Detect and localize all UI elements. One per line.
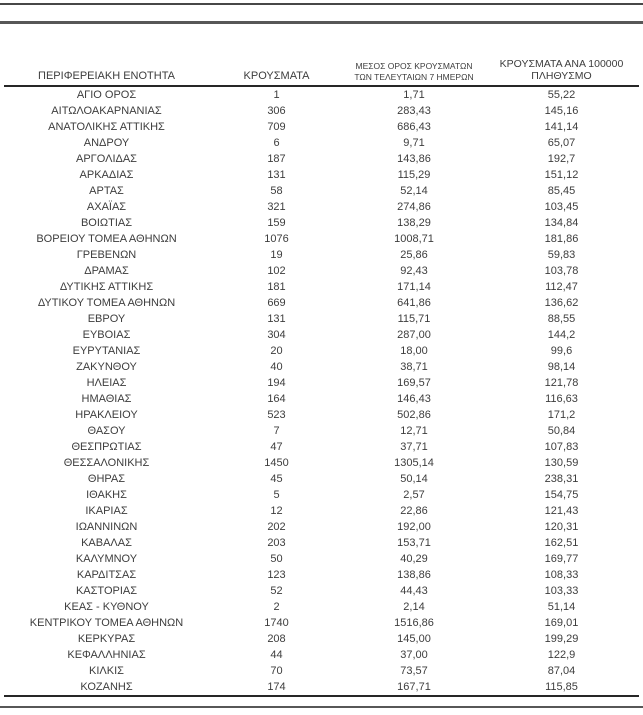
table-cell: 116,63 <box>545 393 578 405</box>
table-cell: 169,57 <box>397 377 431 389</box>
table-row <box>4 679 639 696</box>
table-cell: 238,31 <box>544 473 579 485</box>
table-cell: 51,14 <box>547 601 576 613</box>
table-cell: 115,71 <box>397 313 431 325</box>
table-cell: ΑΡΚΑΔΙΑΣ <box>79 169 134 181</box>
cases-by-regional-unit-table <box>4 44 639 697</box>
table-row <box>4 455 639 471</box>
table-cell: 138,86 <box>397 569 431 581</box>
table-cell: 37,00 <box>400 649 428 661</box>
table-cell: 136,62 <box>544 297 579 309</box>
table-cell: 283,43 <box>397 105 431 117</box>
table-cell: 47 <box>270 441 283 453</box>
col-header-per-100k-line1: ΚΡΟΥΣΜΑΤΑ ΑΝΑ 100000 <box>499 58 624 70</box>
table-cell: 55,22 <box>547 89 576 101</box>
table-cell: ΓΡΕΒΕΝΩΝ <box>76 249 137 261</box>
table-cell: 174 <box>209 679 344 696</box>
table-cell: 121,78 <box>544 377 579 389</box>
table-cell: ΚΕΝΤΡΙΚΟΥ ΤΟΜΕΑ ΑΘΗΝΩΝ <box>29 617 184 629</box>
table-cell: 274,86 <box>397 201 431 213</box>
table-cell: ΚΕΦΑΛΛΗΝΙΑΣ <box>67 649 146 661</box>
table-row <box>4 119 639 135</box>
table-cell: 99,6 <box>550 345 573 357</box>
table-row <box>4 151 639 167</box>
table-cell: 131 <box>267 169 286 181</box>
col-header-avg-7day-line1: ΜΕΣΟΣ ΟΡΟΣ ΚΡΟΥΣΜΑΤΩΝ <box>355 61 473 71</box>
table-cell: ΑΡΤΑΣ <box>89 185 124 197</box>
table-row <box>4 247 639 263</box>
table-cell: 1 <box>273 89 280 101</box>
table-cell: ΗΛΕΙΑΣ <box>86 377 127 389</box>
table-row <box>4 567 639 583</box>
table-cell: ΘΕΣΠΡΩΤΙΑΣ <box>71 441 142 453</box>
col-header-avg-7day-line2: ΤΩΝ ΤΕΛΕΥΤΑΙΩΝ 7 ΗΜΕΡΩΝ <box>354 71 474 82</box>
table-cell: ΚΟΖΑΝΗΣ <box>4 679 209 696</box>
table-cell: ΑΓΙΟ ΟΡΟΣ <box>76 89 137 101</box>
table-cell: ΔΡΑΜΑΣ <box>84 265 129 277</box>
table-cell: 52,14 <box>400 185 428 197</box>
table-cell: ΙΚΑΡΙΑΣ <box>85 505 128 517</box>
table-cell: 44,43 <box>400 585 428 597</box>
table-cell: 709 <box>267 121 286 133</box>
table-row <box>4 503 639 519</box>
table-cell: 103,33 <box>544 585 579 597</box>
table-cell: 20 <box>270 345 283 357</box>
table-cell: 162,51 <box>544 537 579 549</box>
table-row <box>4 583 639 599</box>
table-cell: 70 <box>270 665 283 677</box>
table-cell: 164 <box>267 393 286 405</box>
table-cell: ΔΥΤΙΚΟΥ ΤΟΜΕΑ ΑΘΗΝΩΝ <box>37 297 176 309</box>
table-cell: 50,14 <box>400 473 428 485</box>
table-cell: 92,43 <box>400 265 428 277</box>
table-row <box>4 215 639 231</box>
table-cell: ΚΑΛΥΜΝΟΥ <box>75 553 138 565</box>
table-row <box>4 535 639 551</box>
table-cell: 1305,14 <box>394 457 434 469</box>
table-cell: ΚΑΣΤΟΡΙΑΣ <box>75 585 138 597</box>
table-cell: ΑΡΓΟΛΙΔΑΣ <box>76 153 137 165</box>
table-cell: ΚΕΡΚΥΡΑΣ <box>77 633 136 645</box>
table-cell: ΗΡΑΚΛΕΙΟΥ <box>75 409 138 421</box>
table-row <box>4 343 639 359</box>
table-cell: 6 <box>273 137 280 149</box>
table-cell: 2,57 <box>403 489 425 501</box>
table-cell: 103,78 <box>544 265 579 277</box>
table-cell: ΒΟΙΩΤΙΑΣ <box>80 217 133 229</box>
table-row <box>4 647 639 663</box>
table-cell: 181 <box>267 281 286 293</box>
table-cell: ΚΑΒΑΛΑΣ <box>81 537 132 549</box>
table-cell: ΚΕΑΣ - ΚΥΘΝΟΥ <box>64 601 149 613</box>
table-row <box>4 311 639 327</box>
table-cell: 40 <box>270 361 283 373</box>
table-row <box>4 199 639 215</box>
table-cell: 50,84 <box>547 425 576 437</box>
table-cell: ΕΒΡΟΥ <box>87 313 126 325</box>
table-cell: 187 <box>267 153 286 165</box>
table-row <box>4 327 639 343</box>
table-cell: 131 <box>267 313 286 325</box>
col-header-per-100k-line2: ΠΛΗΘΥΣΜΟ <box>531 70 592 82</box>
table-cell: 154,75 <box>544 489 579 501</box>
table-cell: 1516,86 <box>394 617 434 629</box>
table-cell: 12 <box>270 505 283 517</box>
table-cell: 669 <box>267 297 286 309</box>
table-cell: 9,71 <box>403 137 425 149</box>
table-cell: 321 <box>267 201 286 213</box>
table-cell: ΘΗΡΑΣ <box>87 473 126 485</box>
table-cell: ΕΥΡΥΤΑΝΙΑΣ <box>72 345 141 357</box>
table-header-row <box>4 44 639 86</box>
table-row <box>4 183 639 199</box>
table-cell: 103,45 <box>544 201 579 213</box>
table-row <box>4 487 639 503</box>
table-cell: 1076 <box>264 233 289 245</box>
table-row <box>4 663 639 679</box>
table-cell: 145,16 <box>544 105 579 117</box>
table-cell: 2 <box>273 601 280 613</box>
table-cell: ΕΥΒΟΙΑΣ <box>82 329 131 341</box>
table-row <box>4 551 639 567</box>
table-cell: 73,57 <box>400 665 428 677</box>
table-row <box>4 631 639 647</box>
table-cell: 641,86 <box>397 297 431 309</box>
table-cell: 102 <box>267 265 286 277</box>
table-cell: 287,00 <box>397 329 431 341</box>
table-cell: ΑΙΤΩΛΟΑΚΑΡΝΑΝΙΑΣ <box>51 105 162 117</box>
table-cell: ΙΘΑΚΗΣ <box>86 489 127 501</box>
table-cell: 85,45 <box>547 185 576 197</box>
table-cell: 5 <box>273 489 280 501</box>
table-cell: 38,71 <box>400 361 428 373</box>
table-cell: 40,29 <box>400 553 428 565</box>
table-cell: 144,2 <box>547 329 576 341</box>
table-cell: 122,9 <box>547 649 576 661</box>
table-cell: ΑΝΔΡΟΥ <box>83 137 130 149</box>
table-row <box>4 263 639 279</box>
table-cell: 7 <box>273 425 280 437</box>
table-row <box>4 407 639 423</box>
table-row <box>4 359 639 375</box>
col-header-regional-unit <box>4 44 209 86</box>
table-row <box>4 423 639 439</box>
table-row <box>4 599 639 615</box>
table-cell: ΘΕΣΣΑΛΟΝΙΚΗΣ <box>63 457 150 469</box>
table-cell: ΖΑΚΥΝΘΟΥ <box>76 361 137 373</box>
table-cell: 107,83 <box>544 441 579 453</box>
table-row <box>4 167 639 183</box>
table-cell: ΑΝΑΤΟΛΙΚΗΣ ΑΤΤΙΚΗΣ <box>48 121 165 133</box>
table-cell: 18,00 <box>400 345 428 357</box>
table-cell: ΗΜΑΘΙΑΣ <box>81 393 132 405</box>
table-cell: 44 <box>270 649 283 661</box>
table-cell: 88,55 <box>547 313 576 325</box>
table-cell: 208 <box>267 633 286 645</box>
table-cell: 1,71 <box>403 89 425 101</box>
table-row <box>4 86 639 103</box>
table-cell: ΙΩΑΝΝΙΝΩΝ <box>75 521 138 533</box>
table-cell: 167,71 <box>344 679 484 696</box>
table-row <box>4 279 639 295</box>
table-cell: 120,31 <box>544 521 579 533</box>
table-cell: 304 <box>267 329 286 341</box>
table-cell: 22,86 <box>400 505 428 517</box>
col-header-cases <box>209 44 344 86</box>
table-cell: 2,14 <box>403 601 425 613</box>
table-cell: 37,71 <box>400 441 428 453</box>
top-rule-thin <box>0 3 643 5</box>
table-cell: ΚΙΛΚΙΣ <box>89 665 124 677</box>
table-cell: 115,85 <box>484 679 639 696</box>
table-cell: 65,07 <box>547 137 576 149</box>
table-row <box>4 471 639 487</box>
table-cell: 52 <box>270 585 283 597</box>
table-cell: 50 <box>270 553 283 565</box>
table-cell: 141,14 <box>544 121 579 133</box>
table-cell: 199,29 <box>544 633 579 645</box>
table-cell: ΒΟΡΕΙΟΥ ΤΟΜΕΑ ΑΘΗΝΩΝ <box>36 233 177 245</box>
table-cell: 171,14 <box>397 281 431 293</box>
table-cell: 59,83 <box>547 249 576 261</box>
table-cell: 146,43 <box>397 393 431 405</box>
table-cell: 194 <box>267 377 286 389</box>
table-cell: 19 <box>270 249 283 261</box>
table-row <box>4 439 639 455</box>
table-cell: 143,86 <box>397 153 431 165</box>
col-header-cases-label: ΚΡΟΥΣΜΑΤΑ <box>243 69 310 82</box>
table-cell: ΑΧΑΪΑΣ <box>86 201 127 213</box>
table-cell: 686,43 <box>397 121 431 133</box>
table-cell: 112,47 <box>545 281 578 293</box>
table-cell: 169,01 <box>544 617 579 629</box>
table-cell: 159 <box>267 217 286 229</box>
table-row <box>4 615 639 631</box>
table-cell: 203 <box>267 537 286 549</box>
table-cell: 192,7 <box>547 153 576 165</box>
table-cell: 58 <box>270 185 283 197</box>
table-cell: 108,33 <box>544 569 579 581</box>
table-cell: 523 <box>267 409 286 421</box>
table-cell: 306 <box>267 105 286 117</box>
table-row <box>4 391 639 407</box>
table-cell: 87,04 <box>547 665 576 677</box>
table-cell: 130,59 <box>544 457 579 469</box>
table-cell: 1740 <box>264 617 289 629</box>
table-cell: 121,43 <box>544 505 579 517</box>
table-cell: 181,86 <box>544 233 579 245</box>
table-row <box>4 375 639 391</box>
top-rule-thick <box>0 21 643 24</box>
table-cell: 151,12 <box>544 169 579 181</box>
table-row <box>4 519 639 535</box>
table-cell: 12,71 <box>400 425 428 437</box>
bottom-rule <box>0 706 643 708</box>
table-cell: 25,86 <box>400 249 428 261</box>
table-cell: ΚΑΡΔΙΤΣΑΣ <box>76 569 137 581</box>
table-cell: 134,84 <box>544 217 579 229</box>
table-cell: 153,71 <box>397 537 431 549</box>
table-cell: 98,14 <box>547 361 576 373</box>
table-cell: ΘΑΣΟΥ <box>87 425 126 437</box>
table-cell: 45 <box>270 473 283 485</box>
table-cell: 202 <box>267 521 286 533</box>
col-header-regional-unit-label: ΠΕΡΙΦΕΡΕΙΑΚΗ ΕΝΟΤΗΤΑ <box>38 69 175 82</box>
table-row <box>4 103 639 119</box>
table-cell: 171,2 <box>547 409 576 421</box>
table-row <box>4 295 639 311</box>
table-cell: 123 <box>267 569 286 581</box>
table-cell: 1450 <box>264 457 289 469</box>
table-cell: 502,86 <box>397 409 431 421</box>
table-body <box>4 86 639 696</box>
col-header-avg-7day <box>344 44 484 86</box>
table-row <box>4 231 639 247</box>
col-header-per-100k <box>484 44 639 86</box>
table-cell: 145,00 <box>397 633 431 645</box>
table-cell: 138,29 <box>397 217 431 229</box>
table-cell: ΔΥΤΙΚΗΣ ΑΤΤΙΚΗΣ <box>59 281 154 293</box>
table-cell: 169,77 <box>544 553 579 565</box>
table-row <box>4 135 639 151</box>
table-cell: 192,00 <box>397 521 431 533</box>
table-cell: 115,29 <box>397 169 431 181</box>
table-cell: 1008,71 <box>394 233 434 245</box>
